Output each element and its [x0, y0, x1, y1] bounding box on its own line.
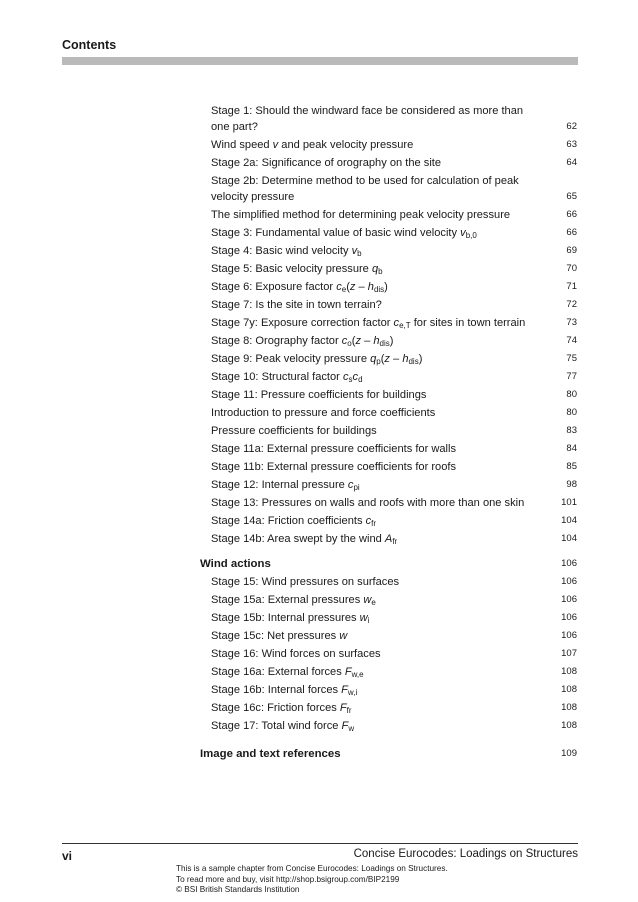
toc-entry-title-line: velocity pressure: [211, 191, 295, 203]
toc-entry: [211, 423, 577, 439]
toc-entry-title: Stage 11a: External pressure coefficients for walls: [211, 443, 457, 455]
toc-entry: [211, 531, 577, 547]
toc-entry-title: Stage 15a: External pressures $w_e$: [211, 594, 376, 607]
toc-page-number: 104: [561, 533, 577, 544]
toc-entry: [211, 155, 577, 171]
toc-entry-title-line: Stage 2b: Determine method to be used for calculation of peak: [211, 175, 519, 187]
toc-page-number: 108: [561, 702, 577, 713]
toc-page-number: 70: [566, 263, 577, 274]
toc-entry: [211, 333, 577, 349]
toc-entry-title: Stage 15: Wind pressures on surfaces: [211, 576, 400, 588]
toc-entry-title-line: one part?: [211, 121, 258, 133]
toc-page-number: 104: [561, 515, 577, 526]
toc-entry-title: Stage 7y: Exposure correction factor $c_{e,T}$ for sites in town terrain: [211, 317, 526, 330]
toc-entry-title: Stage 14a: Friction coefficients $c_{fr}$: [211, 515, 377, 528]
toc-entry: [211, 279, 577, 295]
toc-section-heading: [200, 746, 577, 762]
toc-page-number: 77: [566, 371, 577, 382]
notice-line: To read more and buy, visit http://shop.bsigroup.com/BIP2199: [176, 874, 400, 884]
toc-entry-title: Stage 4: Basic wind velocity $v_b$: [211, 245, 362, 258]
toc-page-number: 106: [561, 630, 577, 641]
toc-page-number: 66: [566, 227, 577, 238]
toc-entry: [211, 495, 577, 511]
toc-entry: [211, 351, 577, 367]
toc-entry: [211, 646, 577, 662]
toc-entry-title: Stage 2a: Significance of orography on the site: [211, 157, 442, 169]
toc-entry: [211, 137, 577, 153]
toc-entry-title: Stage 10: Structural factor $c_sc_d$: [211, 371, 363, 384]
toc-entry: [211, 592, 577, 608]
toc-entry-title: Wind actions: [200, 558, 271, 570]
footer-book-title: Concise Eurocodes: Loadings on Structures: [353, 848, 578, 860]
toc-page-number: 106: [561, 558, 577, 569]
toc-entry-title: Stage 12: Internal pressure $c_{pi}$: [211, 479, 360, 492]
toc-entry-title-line: Stage 1: Should the windward face be considered as more than: [211, 105, 524, 117]
toc-entry: [211, 315, 577, 331]
toc-page-number: 106: [561, 594, 577, 605]
toc-entry-title: Stage 16c: Friction forces $F_{fr}$: [211, 702, 352, 715]
toc-entry: [211, 459, 577, 475]
toc-page-number: 106: [561, 612, 577, 623]
toc-entry: [211, 441, 577, 457]
toc-entry: [211, 297, 577, 313]
toc-page-number: 101: [561, 497, 577, 508]
toc-entry: [211, 405, 577, 421]
toc-page-number: 98: [566, 479, 577, 490]
toc-entry-title: Image and text references: [200, 748, 341, 760]
toc-entry: [211, 225, 577, 241]
toc-page-number: 65: [566, 191, 577, 202]
toc-entry-title: Stage 8: Orography factor $c_o(z - h_{dis})$: [211, 335, 394, 348]
notice-line: This is a sample chapter from Concise Eurocodes: Loadings on Structures.: [176, 864, 448, 873]
toc-page-number: 72: [566, 299, 577, 310]
toc-page-number: 75: [566, 353, 577, 364]
toc-page-number: 84: [566, 443, 577, 454]
toc-entry-title: Pressure coefficients for buildings: [211, 425, 377, 437]
toc-entry: [211, 477, 577, 493]
toc-entry: [211, 103, 577, 135]
toc-entry-title: Stage 16: Wind forces on surfaces: [211, 648, 381, 660]
toc-entry: [211, 682, 577, 698]
toc-entry-title: Stage 6: Exposure factor $c_e(z - h_{dis})$: [211, 281, 388, 294]
toc-page-number: 108: [561, 666, 577, 677]
toc-entry: [211, 173, 577, 205]
toc-entry-title: Wind speed v and peak velocity pressure: [211, 139, 414, 151]
toc-entry: [211, 574, 577, 590]
toc-entry: [211, 207, 577, 223]
toc-page-number: 64: [566, 157, 577, 168]
toc-entry-title: Stage 14b: Area swept by the wind $A_{fr}$: [211, 533, 398, 546]
toc-entry-title: Stage 15c: Net pressures w: [211, 630, 348, 642]
toc-entry: [211, 718, 577, 734]
footer-rule: [62, 843, 578, 844]
toc-entry-title: Stage 5: Basic velocity pressure $q_b$: [211, 263, 383, 276]
toc-page-number: 106: [561, 576, 577, 587]
toc-entry-title: Stage 13: Pressures on walls and roofs with more than one skin: [211, 497, 525, 509]
notice-line: © BSI British Standards Institution: [176, 885, 300, 895]
toc-entry-title: [211, 103, 577, 135]
header-bar: [62, 57, 578, 65]
footer-page-number: vi: [62, 849, 73, 863]
sample-notice: [176, 864, 448, 896]
toc-entry: [211, 387, 577, 403]
toc-page-number: 63: [566, 139, 577, 150]
toc-entry-title: Stage 11b: External pressure coefficients for roofs: [211, 461, 457, 473]
toc-entry-title: Stage 16a: External forces $F_{w,e}$: [211, 666, 364, 679]
toc-page-number: 69: [566, 245, 577, 256]
toc-entry: [211, 700, 577, 716]
toc-entry-title: Introduction to pressure and force coefficients: [211, 407, 436, 419]
toc-page-number: 85: [566, 461, 577, 472]
header-title: Contents: [62, 38, 117, 52]
toc-entry: [211, 369, 577, 385]
toc-page-number: 108: [561, 684, 577, 695]
toc-entry-title: [211, 173, 577, 205]
toc-page-number: 80: [566, 389, 577, 400]
toc-entry-title: Stage 7: Is the site in town terrain?: [211, 299, 382, 311]
toc-page-number: 62: [566, 121, 577, 132]
toc-entry: [211, 610, 577, 626]
toc-entry-title: Stage 3: Fundamental value of basic wind velocity $v_{b,0}$: [211, 227, 477, 240]
toc-page-number: 108: [561, 720, 577, 731]
toc-entry: [211, 664, 577, 680]
toc-page-number: 83: [566, 425, 577, 436]
toc-page-number: 107: [561, 648, 577, 659]
toc-page-number: 73: [566, 317, 577, 328]
toc-section-heading: [200, 556, 577, 572]
toc-entry: [211, 513, 577, 529]
toc-entry-title: Stage 17: Total wind force $F_w$: [211, 720, 355, 733]
toc-entry-title: The simplified method for determining peak velocity pressure: [211, 209, 511, 221]
toc-entry-title: Stage 9: Peak velocity pressure $q_p(z - h_{dis})$: [211, 353, 423, 366]
toc-page-number: 109: [561, 748, 577, 759]
toc-entry-title: Stage 11: Pressure coefficients for buildings: [211, 389, 427, 401]
toc-entry-title: Stage 16b: Internal forces $F_{w,i}$: [211, 684, 358, 697]
toc-page-number: 74: [566, 335, 577, 346]
toc-page-number: 71: [566, 281, 577, 292]
toc-entry-title: Stage 15b: Internal pressures $w_i$: [211, 612, 370, 625]
toc-page-number: 80: [566, 407, 577, 418]
toc-page-number: 66: [566, 209, 577, 220]
toc-entry: [211, 628, 577, 644]
toc-entry: [211, 261, 577, 277]
toc-entry: [211, 243, 577, 259]
